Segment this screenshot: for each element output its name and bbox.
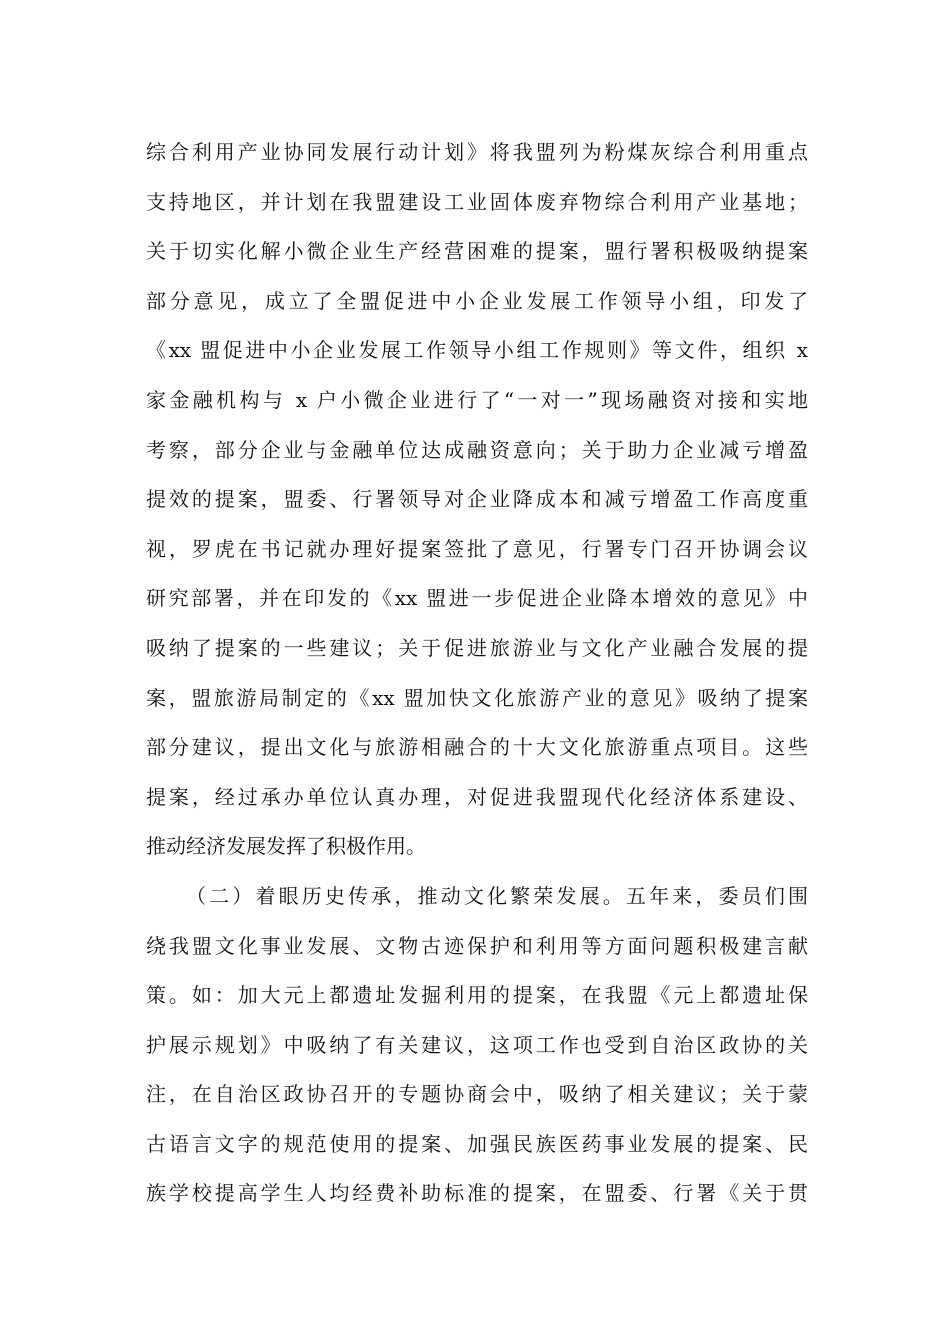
text-line: 关于切实化解小微企业生产经营困难的提案，盟行署积极吸纳提案 (146, 239, 808, 264)
text-line: 家金融机构与 x 户小微企业进行了“一对一”现场融资对接和实地 (146, 387, 808, 412)
text-line: 古语言文字的规范使用的提案、加强民族医药事业发展的提案、民 (146, 1131, 808, 1156)
text-line: 吸纳了提案的一些建议；关于促进旅游业与文化产业融合发展的提 (146, 635, 808, 660)
text-line: 综合利用产业协同发展行动计划》将我盟列为粉煤灰综合利用重点 (146, 140, 808, 164)
text-line: 推动经济发展发挥了积极作用。 (146, 834, 426, 859)
text-line: 提效的提案，盟委、行署领导对企业降成本和减亏增盈工作高度重 (146, 487, 808, 512)
text-line: 视，罗虎在书记就办理好提案签批了意见，行署专门召开协调会议 (146, 536, 808, 561)
text-line: （二）着眼历史传承，推动文化繁荣发展。五年来，委员们围 (186, 883, 808, 908)
text-line: 提案，经过承办单位认真办理，对促进我盟现代化经济体系建设、 (146, 784, 808, 809)
text-line: 案，盟旅游局制定的《xx 盟加快文化旅游产业的意见》吸纳了提案 (146, 685, 808, 710)
paragraph-culture (146, 872, 808, 1219)
document-body (146, 128, 808, 1219)
text-line: 策。如：加大元上都遗址发掘利用的提案，在我盟《元上都遗址保 (146, 983, 808, 1008)
text-line: 研究部署，并在印发的《xx 盟进一步促进企业降本增效的意见》中 (146, 586, 808, 611)
text-line: 注，在自治区政协召开的专题协商会中，吸纳了相关建议；关于蒙 (146, 1082, 808, 1107)
text-line: 族学校提高学生人均经费补助标准的提案，在盟委、行署《关于贯 (146, 1181, 808, 1206)
text-line: 支持地区，并计划在我盟建设工业固体废弃物综合利用产业基地； (146, 189, 808, 214)
text-line: 部分意见，成立了全盟促进中小企业发展工作领导小组，印发了 (146, 288, 808, 313)
text-line: 绕我盟文化事业发展、文物古迹保护和利用等方面问题积极建言献 (146, 933, 808, 958)
text-line: 护展示规划》中吸纳了有关建议，这项工作也受到自治区政协的关 (146, 1032, 808, 1057)
text-line: 部分建议，提出文化与旅游相融合的十大文化旅游重点项目。这些 (146, 735, 808, 760)
text-line: 《xx 盟促进中小企业发展工作领导小组工作规则》等文件，组织 x (146, 338, 808, 363)
paragraph-economy (146, 128, 808, 872)
text-line: 考察，部分企业与金融单位达成融资意向；关于助力企业减亏增盈 (146, 437, 808, 462)
